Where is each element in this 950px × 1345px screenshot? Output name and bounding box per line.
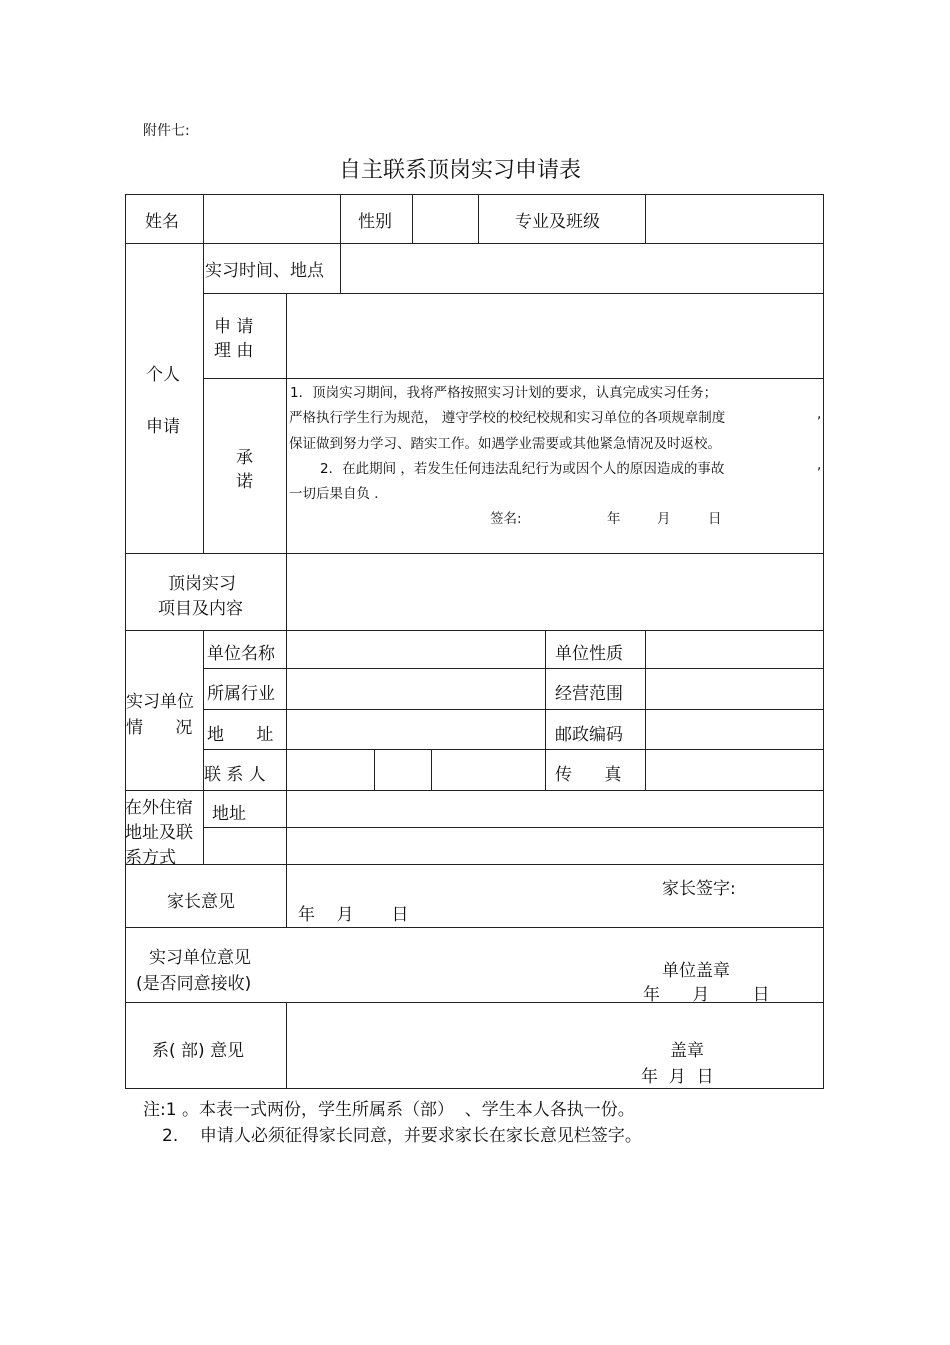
- name-field[interactable]: [205, 196, 338, 241]
- parent-date: 年 月 日: [298, 905, 409, 925]
- unit-nature-label: 单位性质: [555, 644, 623, 664]
- unit-label-line2: 情 况: [126, 718, 193, 738]
- sign-label: 签名:: [490, 511, 522, 527]
- major-class-label: 专业及班级: [515, 212, 600, 232]
- lodging-address-field[interactable]: [288, 792, 821, 825]
- parent-opinion-field[interactable]: [288, 866, 821, 925]
- unit-nature-field[interactable]: [647, 632, 821, 666]
- promise-label-line1: 承: [236, 448, 253, 468]
- major-class-field[interactable]: [647, 196, 821, 241]
- unit-name-label: 单位名称: [207, 644, 275, 664]
- reason-label-line1: 申 请: [214, 317, 254, 337]
- promise-text-line: 一切后果自负 ．: [289, 486, 388, 502]
- postcode-field[interactable]: [647, 711, 821, 747]
- personal-label-line2: 申请: [146, 417, 180, 437]
- fax-field[interactable]: [647, 751, 821, 788]
- promise-comma: ,: [817, 457, 822, 473]
- lodging-address-label: 地址: [212, 804, 246, 824]
- scope-label: 经营范围: [555, 684, 623, 704]
- unit-seal-label: 单位盖章: [662, 961, 730, 981]
- unit-label-line1: 实习单位: [126, 692, 194, 712]
- contact-field[interactable]: [433, 751, 543, 788]
- project-label-line2: 项目及内容: [158, 599, 243, 619]
- lodging-label-line1: 在外住宿: [125, 798, 193, 818]
- sign-day: 日: [708, 511, 722, 527]
- unit-opinion-label-line1: 实习单位意见: [149, 948, 251, 968]
- gender-label: 性别: [358, 212, 392, 232]
- dept-opinion-label: 系( 部) 意见: [152, 1041, 245, 1061]
- promise-comma: ,: [817, 406, 822, 422]
- dept-opinion-date: 年 月 日: [641, 1067, 714, 1087]
- lodging-label-line3: 系方式: [125, 848, 176, 868]
- personal-label-line1: 个人: [146, 365, 180, 385]
- project-label-line1: 顶岗实习: [168, 574, 236, 594]
- name-label: 姓名: [145, 212, 179, 232]
- unit-opinion-date: 年 月 日: [643, 985, 770, 1005]
- dept-opinion-field[interactable]: [288, 1004, 821, 1086]
- promise-text-line: 严格执行学生行为规范， 遵守学校的校纪校规和实习单位的各项规章制度: [289, 410, 726, 426]
- promise-text-line: 2．在此期间 ，若发生任何违法乱纪行为或因个人的原因造成的事故: [320, 461, 725, 477]
- time-place-label: 实习时间、地点: [205, 261, 324, 281]
- unit-name-field[interactable]: [288, 632, 543, 666]
- unit-opinion-field[interactable]: [288, 929, 821, 1000]
- contact-field[interactable]: [288, 751, 372, 788]
- lodging-contact-field[interactable]: [288, 829, 821, 862]
- contact-field[interactable]: [376, 751, 429, 788]
- unit-address-label: 地 址: [207, 725, 274, 745]
- scope-field[interactable]: [647, 670, 821, 707]
- time-place-field[interactable]: [342, 245, 821, 291]
- note-line-2: 2. 申请人必须征得家长同意，并要求家长在家长意见栏签字。: [162, 1126, 642, 1146]
- promise-label-line2: 诺: [236, 472, 253, 492]
- industry-field[interactable]: [288, 670, 543, 707]
- fax-label: 传 真: [555, 765, 622, 785]
- reason-field[interactable]: [288, 295, 821, 376]
- gender-field[interactable]: [414, 196, 476, 241]
- promise-text-line: 保证做到努力学习、踏实工作。如遇学业需要或其他紧急情况及时返校。: [289, 436, 721, 452]
- parent-sign-label: 家长签字:: [662, 879, 736, 899]
- attachment-label: 附件七:: [143, 123, 190, 139]
- promise-text-line: 1．顶岗实习期间，我将严格按照实习计划的要求，认真完成实习任务；: [290, 385, 718, 401]
- postcode-label: 邮政编码: [555, 725, 623, 745]
- unit-address-field[interactable]: [288, 711, 543, 747]
- note-line-1: 注:1 。本表一式两份，学生所属系（部） 、学生本人各执一份。: [143, 1100, 635, 1120]
- industry-label: 所属行业: [207, 684, 275, 704]
- sign-month: 月: [657, 511, 671, 527]
- dept-seal-label: 盖章: [670, 1041, 704, 1061]
- form-title: 自主联系顶岗实习申请表: [338, 158, 581, 183]
- parent-opinion-label: 家长意见: [167, 892, 235, 912]
- lodging-label-line2: 地址及联: [125, 823, 193, 843]
- sign-year: 年: [607, 511, 621, 527]
- contact-label: 联 系 人: [204, 765, 266, 785]
- project-field[interactable]: [288, 555, 821, 628]
- reason-label-line2: 理 由: [214, 341, 254, 361]
- unit-opinion-label-line2: (是否同意接收): [136, 974, 252, 994]
